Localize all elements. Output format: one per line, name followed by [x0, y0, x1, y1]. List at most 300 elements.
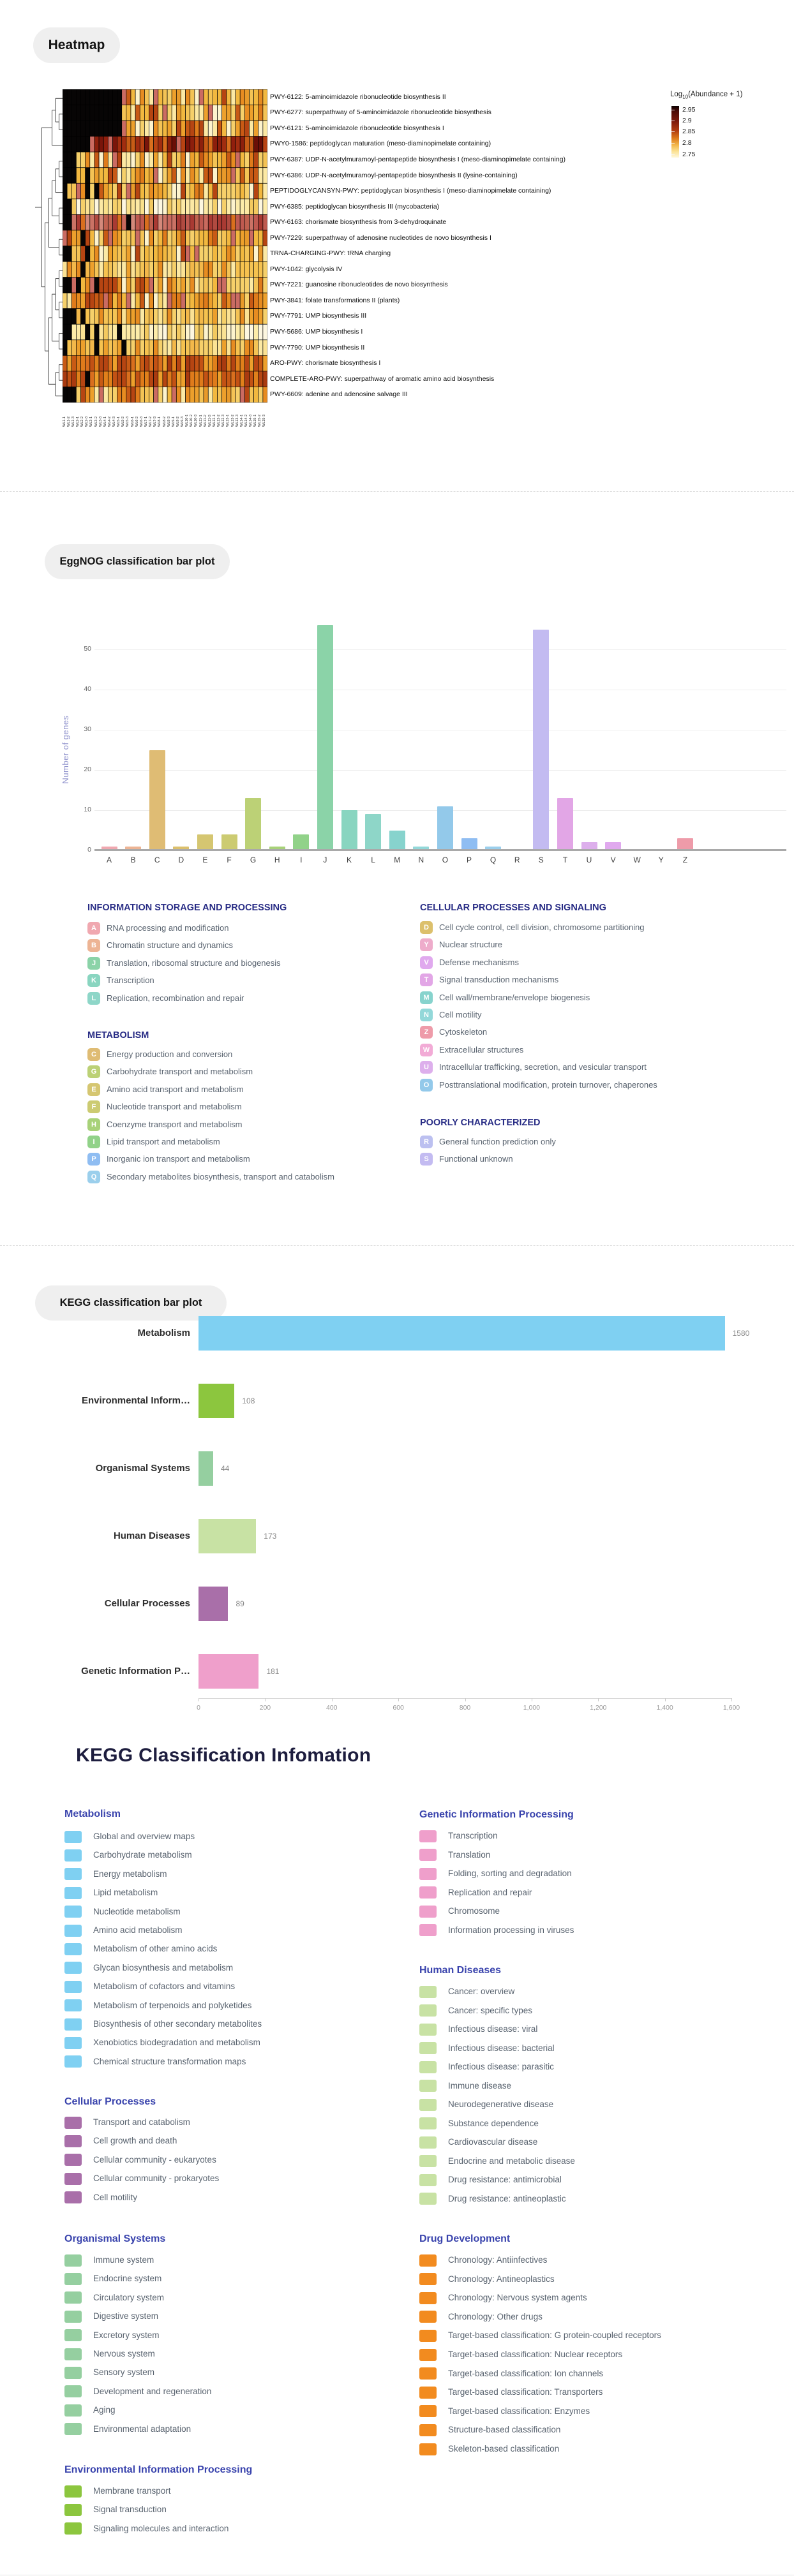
heatmap-cell: [149, 355, 154, 371]
kegg-x-tick-label: 400: [326, 1704, 338, 1712]
heatmap-cell: [199, 278, 204, 293]
heatmap-cell: [167, 246, 172, 262]
heatmap-cell: [135, 168, 140, 184]
heatmap-cell: [240, 214, 244, 230]
heatmap-cell: [167, 183, 172, 199]
heatmap-cell: [213, 371, 217, 387]
eggnog-y-axis-label: Number of genes: [61, 715, 70, 784]
heatmap-cell: [195, 121, 199, 137]
heatmap-cell: [108, 355, 112, 371]
heatmap-cell: [99, 246, 103, 262]
heatmap-cell: [222, 168, 227, 184]
heatmap-cell: [63, 293, 67, 309]
heatmap-cell: [81, 199, 86, 215]
heatmap-cell: [181, 183, 185, 199]
heatmap-cell: [195, 199, 199, 215]
heatmap-cell: [186, 137, 190, 152]
heatmap-cell: [71, 278, 76, 293]
kegg-info-swatch: [419, 2424, 437, 2436]
kegg-info-swatch: [419, 2136, 437, 2149]
kegg-bar-label: Genetic Information P…: [81, 1666, 190, 1677]
heatmap-cell: [103, 293, 108, 309]
heatmap-column-label: WL3-2: [94, 416, 98, 427]
heatmap-cell: [126, 152, 131, 168]
heatmap-cell: [231, 199, 236, 215]
eggnog-legend-item-label: Lipid transport and metabolism: [107, 1137, 220, 1146]
heatmap-cell: [222, 89, 227, 105]
kegg-info-swatch: [64, 1868, 82, 1880]
heatmap-cell: [254, 309, 258, 325]
heatmap-cell: [199, 89, 204, 105]
heatmap-cell: [186, 168, 190, 184]
heatmap-cell: [103, 262, 108, 278]
heatmap-cell: [86, 371, 90, 387]
kegg-bar-label: Organismal Systems: [95, 1463, 190, 1474]
heatmap-cell: [86, 324, 90, 340]
heatmap-cell: [254, 246, 258, 262]
kegg-bar-label: Human Diseases: [113, 1530, 190, 1541]
heatmap-cell: [213, 168, 217, 184]
heatmap-cell: [99, 262, 103, 278]
heatmap-cell: [158, 324, 163, 340]
heatmap-cell: [208, 137, 213, 152]
heatmap-cell: [244, 183, 249, 199]
heatmap-cell: [208, 293, 213, 309]
heatmap-cell: [117, 183, 122, 199]
heatmap-cell: [90, 246, 94, 262]
heatmap-cell: [112, 121, 117, 137]
heatmap-cell: [254, 230, 258, 246]
eggnog-y-tick-label: 50: [84, 645, 91, 653]
kegg-info-swatch: [419, 2042, 437, 2054]
heatmap-cell: [135, 293, 140, 309]
heatmap-cell: [126, 324, 131, 340]
heatmap-cell: [63, 89, 67, 105]
heatmap-column-label: WL15-2: [258, 414, 262, 427]
heatmap-cell: [81, 105, 86, 121]
kegg-info-swatch: [419, 2193, 437, 2205]
heatmap-cell: [135, 214, 140, 230]
eggnog-legend-item-label: Transcription: [107, 975, 154, 986]
heatmap-cell: [254, 278, 258, 293]
heatmap-cell: [249, 137, 253, 152]
eggnog-bar: [437, 806, 453, 850]
heatmap-cell: [140, 89, 144, 105]
heatmap-cell: [94, 278, 99, 293]
heatmap-cell: [258, 121, 263, 137]
eggnog-bar: [293, 834, 309, 850]
heatmap-cell: [86, 105, 90, 121]
kegg-info-swatch: [64, 2191, 82, 2203]
heatmap-cell: [236, 137, 240, 152]
heatmap-cell: [112, 387, 117, 403]
heatmap-cell: [108, 199, 112, 215]
eggnog-legend-swatch: R: [420, 1136, 433, 1148]
heatmap-cell: [71, 168, 76, 184]
heatmap-column-label: WL11-3: [207, 415, 212, 427]
heatmap-column-label: WL10-2: [190, 414, 194, 427]
heatmap-cell: [154, 105, 158, 121]
heatmap-row-label: PWY-6121: 5-aminoimidazole ribonucleotide biosynthesis I: [270, 124, 444, 132]
heatmap-cell: [213, 340, 217, 356]
heatmap-cell: [163, 387, 167, 403]
heatmap-cell: [204, 293, 208, 309]
heatmap-cell: [231, 152, 236, 168]
heatmap-cell: [86, 262, 90, 278]
heatmap-cell: [195, 89, 199, 105]
heatmap-cell: [208, 105, 213, 121]
kegg-info-item-label: Endocrine system: [93, 2274, 162, 2284]
heatmap-cell: [90, 355, 94, 371]
heatmap-cell: [86, 199, 90, 215]
heatmap-column-label: WL15-1: [253, 414, 258, 427]
heatmap-row-label: PEPTIDOGLYCANSYN-PWY: peptidoglycan biosynthesis I (meso-diaminopimelate containing): [270, 187, 551, 195]
eggnog-legend-swatch: A: [87, 922, 100, 935]
heatmap-cell: [144, 89, 149, 105]
kegg-info-swatch: [419, 1986, 437, 1998]
kegg-info-swatch: [419, 2155, 437, 2167]
kegg-info-group-title: Human Diseases: [419, 1965, 502, 1976]
eggnog-legend-item-label: Cell wall/membrane/envelope biogenesis: [439, 992, 590, 1002]
heatmap-row-label: PWY-6385: peptidoglycan biosynthesis III (mycobacteria): [270, 202, 440, 211]
heatmap-cell: [122, 387, 126, 403]
heatmap-cell: [213, 309, 217, 325]
heatmap-cell: [176, 230, 181, 246]
heatmap-cell: [158, 230, 163, 246]
heatmap-cell: [67, 278, 71, 293]
heatmap-cell: [258, 371, 263, 387]
eggnog-legend-swatch: Y: [420, 938, 433, 951]
heatmap-cell: [90, 137, 94, 152]
heatmap-cell: [227, 137, 231, 152]
kegg-info-item-label: Chronology: Other drugs: [448, 2311, 543, 2321]
heatmap-cell: [263, 293, 267, 309]
heatmap-cell: [218, 387, 222, 403]
eggnog-x-tick-label: H: [274, 855, 280, 864]
eggnog-legend-item-label: Intracellular trafficking, secretion, and vesicular transport: [439, 1062, 647, 1072]
kegg-bar: [198, 1316, 725, 1351]
heatmap-cell: [244, 89, 249, 105]
heatmap-cell: [231, 309, 236, 325]
heatmap-cell: [94, 168, 99, 184]
heatmap-cell: [131, 168, 135, 184]
heatmap-column-label: WL8-1: [158, 416, 162, 427]
heatmap-cell: [112, 309, 117, 325]
kegg-info-swatch: [419, 1849, 437, 1861]
section-badge-heatmap: [33, 27, 120, 63]
heatmap-cell: [263, 105, 267, 121]
kegg-info-item-label: Energy metabolism: [93, 1869, 167, 1879]
heatmap-cell: [190, 168, 195, 184]
heatmap-cell: [218, 168, 222, 184]
heatmap-cell: [94, 152, 99, 168]
heatmap-cell: [186, 324, 190, 340]
heatmap-row-label: PWY-6277: superpathway of 5-aminoimidazole ribonucleotide biosynthesis: [270, 108, 491, 117]
heatmap-cell: [249, 152, 253, 168]
kegg-info-item-label: Chromosome: [448, 1906, 500, 1916]
heatmap-cell: [222, 309, 227, 325]
heatmap-cell: [176, 214, 181, 230]
heatmap-cell: [94, 183, 99, 199]
heatmap-cell: [99, 168, 103, 184]
heatmap-cell: [263, 309, 267, 325]
heatmap-cell: [103, 183, 108, 199]
heatmap-cell: [108, 387, 112, 403]
kegg-info-swatch: [419, 2174, 437, 2186]
kegg-info-item-label: Nervous system: [93, 2349, 155, 2358]
kegg-info-swatch: [419, 2311, 437, 2323]
heatmap-row-label: PWY-1042: glycolysis IV: [270, 265, 343, 273]
heatmap-cell: [149, 121, 154, 137]
heatmap-row-label: ARO-PWY: chorismate biosynthesis I: [270, 359, 381, 367]
heatmap-cell: [208, 371, 213, 387]
heatmap-cell: [222, 152, 227, 168]
eggnog-legend-item-label: Nucleotide transport and metabolism: [107, 1102, 242, 1112]
heatmap-cell: [231, 246, 236, 262]
heatmap-cell: [99, 387, 103, 403]
heatmap-cell: [258, 214, 263, 230]
heatmap-cell: [190, 121, 195, 137]
eggnog-x-tick-label: Z: [682, 855, 688, 864]
heatmap-cell: [231, 183, 236, 199]
heatmap-cell: [204, 340, 208, 356]
heatmap-cell: [131, 214, 135, 230]
heatmap-cell: [258, 262, 263, 278]
heatmap-cell: [199, 262, 204, 278]
heatmap-cell: [135, 340, 140, 356]
heatmap-column-label: WL5-2: [121, 416, 126, 427]
heatmap-cell: [131, 371, 135, 387]
heatmap-cell: [103, 137, 108, 152]
heatmap-column-label: WL3-3: [98, 416, 103, 427]
heatmap-legend-title: [670, 91, 742, 100]
heatmap-column-label: WL2-3: [85, 416, 89, 427]
heatmap-cell: [176, 278, 181, 293]
heatmap-cell: [172, 246, 176, 262]
heatmap-cell: [186, 293, 190, 309]
heatmap-cell: [112, 371, 117, 387]
heatmap-cell: [149, 309, 154, 325]
heatmap-cell: [86, 278, 90, 293]
heatmap-cell: [131, 199, 135, 215]
heatmap-cell: [186, 230, 190, 246]
heatmap-cell: [244, 371, 249, 387]
heatmap-cell: [172, 278, 176, 293]
heatmap-cell: [81, 278, 86, 293]
kegg-info-swatch: [64, 2055, 82, 2068]
heatmap-cell: [249, 324, 253, 340]
kegg-x-tick-label: 1,400: [656, 1704, 673, 1712]
heatmap-cell: [63, 121, 67, 137]
heatmap-cell: [190, 293, 195, 309]
heatmap-cell: [99, 214, 103, 230]
heatmap-cell: [199, 246, 204, 262]
heatmap-cell: [154, 293, 158, 309]
heatmap-cell: [67, 340, 71, 356]
heatmap-cell: [76, 340, 80, 356]
heatmap-colorbar-tick-label: 2.85: [682, 128, 696, 135]
heatmap-cell: [167, 262, 172, 278]
kegg-bar-label: Environmental Inform…: [81, 1395, 190, 1406]
heatmap-cell: [81, 371, 86, 387]
heatmap-cell: [254, 89, 258, 105]
heatmap-cell: [208, 230, 213, 246]
kegg-info-item-label: Information processing in viruses: [448, 1925, 574, 1935]
heatmap-cell: [144, 371, 149, 387]
heatmap-cell: [67, 183, 71, 199]
heatmap-cell: [195, 105, 199, 121]
heatmap-cell: [186, 355, 190, 371]
legend-title-prefix: Log: [670, 91, 683, 98]
heatmap-cell: [63, 309, 67, 325]
eggnog-x-tick-label: P: [466, 855, 472, 864]
heatmap-cell: [231, 371, 236, 387]
heatmap-cell: [71, 89, 76, 105]
heatmap-cell: [67, 371, 71, 387]
heatmap-cell: [149, 371, 154, 387]
heatmap-cell: [76, 278, 80, 293]
heatmap-cell: [76, 89, 80, 105]
kegg-info-item-label: Infectious disease: parasitic: [448, 2062, 554, 2071]
heatmap-column-label: WL14-1: [239, 414, 244, 427]
heatmap-cell: [236, 152, 240, 168]
eggnog-x-tick-label: G: [250, 855, 257, 864]
heatmap-cell: [208, 89, 213, 105]
heatmap-cell: [140, 230, 144, 246]
heatmap-cell: [231, 168, 236, 184]
heatmap-cell: [172, 309, 176, 325]
heatmap-cell: [76, 355, 80, 371]
heatmap-cell: [90, 387, 94, 403]
heatmap-cell: [108, 105, 112, 121]
heatmap-cell: [204, 89, 208, 105]
heatmap-column-label: WL15-3: [262, 414, 267, 427]
heatmap-cell: [172, 214, 176, 230]
kegg-info-item-label: Membrane transport: [93, 2486, 171, 2496]
heatmap-column-label: WL10-3: [194, 414, 198, 427]
heatmap-cell: [204, 137, 208, 152]
heatmap-cell: [195, 340, 199, 356]
kegg-info-item-label: Glycan biosynthesis and metabolism: [93, 1962, 234, 1973]
eggnog-x-tick-label: V: [610, 855, 616, 864]
kegg-info-item-label: Metabolism of terpenoids and polyketides: [93, 2000, 252, 2010]
heatmap-cell: [249, 121, 253, 137]
heatmap-cell: [190, 262, 195, 278]
heatmap-cell: [67, 199, 71, 215]
heatmap-cell: [81, 214, 86, 230]
heatmap-cell: [181, 89, 185, 105]
heatmap-cell: [240, 105, 244, 121]
eggnog-legend-swatch: Z: [420, 1026, 433, 1039]
heatmap-cell: [218, 278, 222, 293]
heatmap-cell: [186, 183, 190, 199]
heatmap-cell: [240, 246, 244, 262]
heatmap-cell: [213, 230, 217, 246]
heatmap-cell: [81, 340, 86, 356]
heatmap-cell: [122, 230, 126, 246]
heatmap-cell: [103, 152, 108, 168]
heatmap-cell: [122, 324, 126, 340]
eggnog-bar: [197, 834, 213, 850]
heatmap-cell: [154, 340, 158, 356]
kegg-info-item-label: Chronology: Antiinfectives: [448, 2255, 548, 2265]
heatmap-cell: [240, 199, 244, 215]
heatmap-cell: [67, 137, 71, 152]
heatmap-cell: [108, 371, 112, 387]
heatmap-cell: [236, 309, 240, 325]
heatmap-cell: [86, 246, 90, 262]
heatmap-cell: [117, 340, 122, 356]
heatmap-cell: [76, 371, 80, 387]
heatmap-cell: [181, 355, 185, 371]
eggnog-legend-swatch: I: [87, 1136, 100, 1148]
heatmap-cell: [149, 324, 154, 340]
heatmap-cell: [126, 89, 131, 105]
eggnog-legend-swatch: N: [420, 1009, 433, 1021]
kegg-info-item-label: Infectious disease: bacterial: [448, 2043, 555, 2053]
heatmap-cell: [126, 371, 131, 387]
heatmap-cell: [218, 355, 222, 371]
heatmap-column-label: WL4-3: [112, 416, 117, 427]
eggnog-bar: [557, 798, 573, 850]
kegg-info-item-label: Neurodegenerative disease: [448, 2099, 554, 2109]
heatmap-cell: [190, 340, 195, 356]
heatmap-cell: [172, 387, 176, 403]
eggnog-bar: [389, 831, 405, 851]
heatmap-cell: [108, 230, 112, 246]
heatmap-cell: [86, 183, 90, 199]
heatmap-cell: [158, 371, 163, 387]
kegg-info-swatch: [419, 2292, 437, 2304]
heatmap-cell: [172, 355, 176, 371]
heatmap-cell: [81, 137, 86, 152]
heatmap-cell: [218, 199, 222, 215]
kegg-bar: [198, 1519, 256, 1553]
eggnog-legend-item-label: General function prediction only: [439, 1137, 556, 1146]
heatmap-column-label: WL10-1: [185, 414, 190, 427]
heatmap-cell: [227, 168, 231, 184]
heatmap-cell: [76, 246, 80, 262]
heatmap-cell: [63, 371, 67, 387]
heatmap-cell: [227, 278, 231, 293]
kegg-info-item-label: Skeleton-based classification: [448, 2444, 560, 2454]
heatmap-cell: [112, 278, 117, 293]
heatmap-cell: [199, 371, 204, 387]
eggnog-y-tick-label: 0: [87, 846, 91, 854]
heatmap-cell: [172, 89, 176, 105]
heatmap-cell: [158, 246, 163, 262]
heatmap-cell: [186, 199, 190, 215]
heatmap-cell: [144, 309, 149, 325]
heatmap-cell: [117, 230, 122, 246]
heatmap-cell: [135, 387, 140, 403]
heatmap-cell: [172, 152, 176, 168]
eggnog-legend-swatch: J: [87, 957, 100, 970]
heatmap-cell: [176, 371, 181, 387]
heatmap-cell: [108, 152, 112, 168]
kegg-info-swatch: [419, 2254, 437, 2267]
heatmap-cell: [254, 105, 258, 121]
heatmap-column-label: WL6-2: [135, 416, 139, 427]
heatmap-cell: [258, 324, 263, 340]
heatmap-cell: [90, 278, 94, 293]
heatmap-cell: [131, 387, 135, 403]
eggnog-legend-swatch: B: [87, 939, 100, 952]
heatmap-cell: [254, 371, 258, 387]
heatmap-cell: [63, 278, 67, 293]
eggnog-x-axis-line: [94, 849, 786, 851]
heatmap-cell: [204, 183, 208, 199]
